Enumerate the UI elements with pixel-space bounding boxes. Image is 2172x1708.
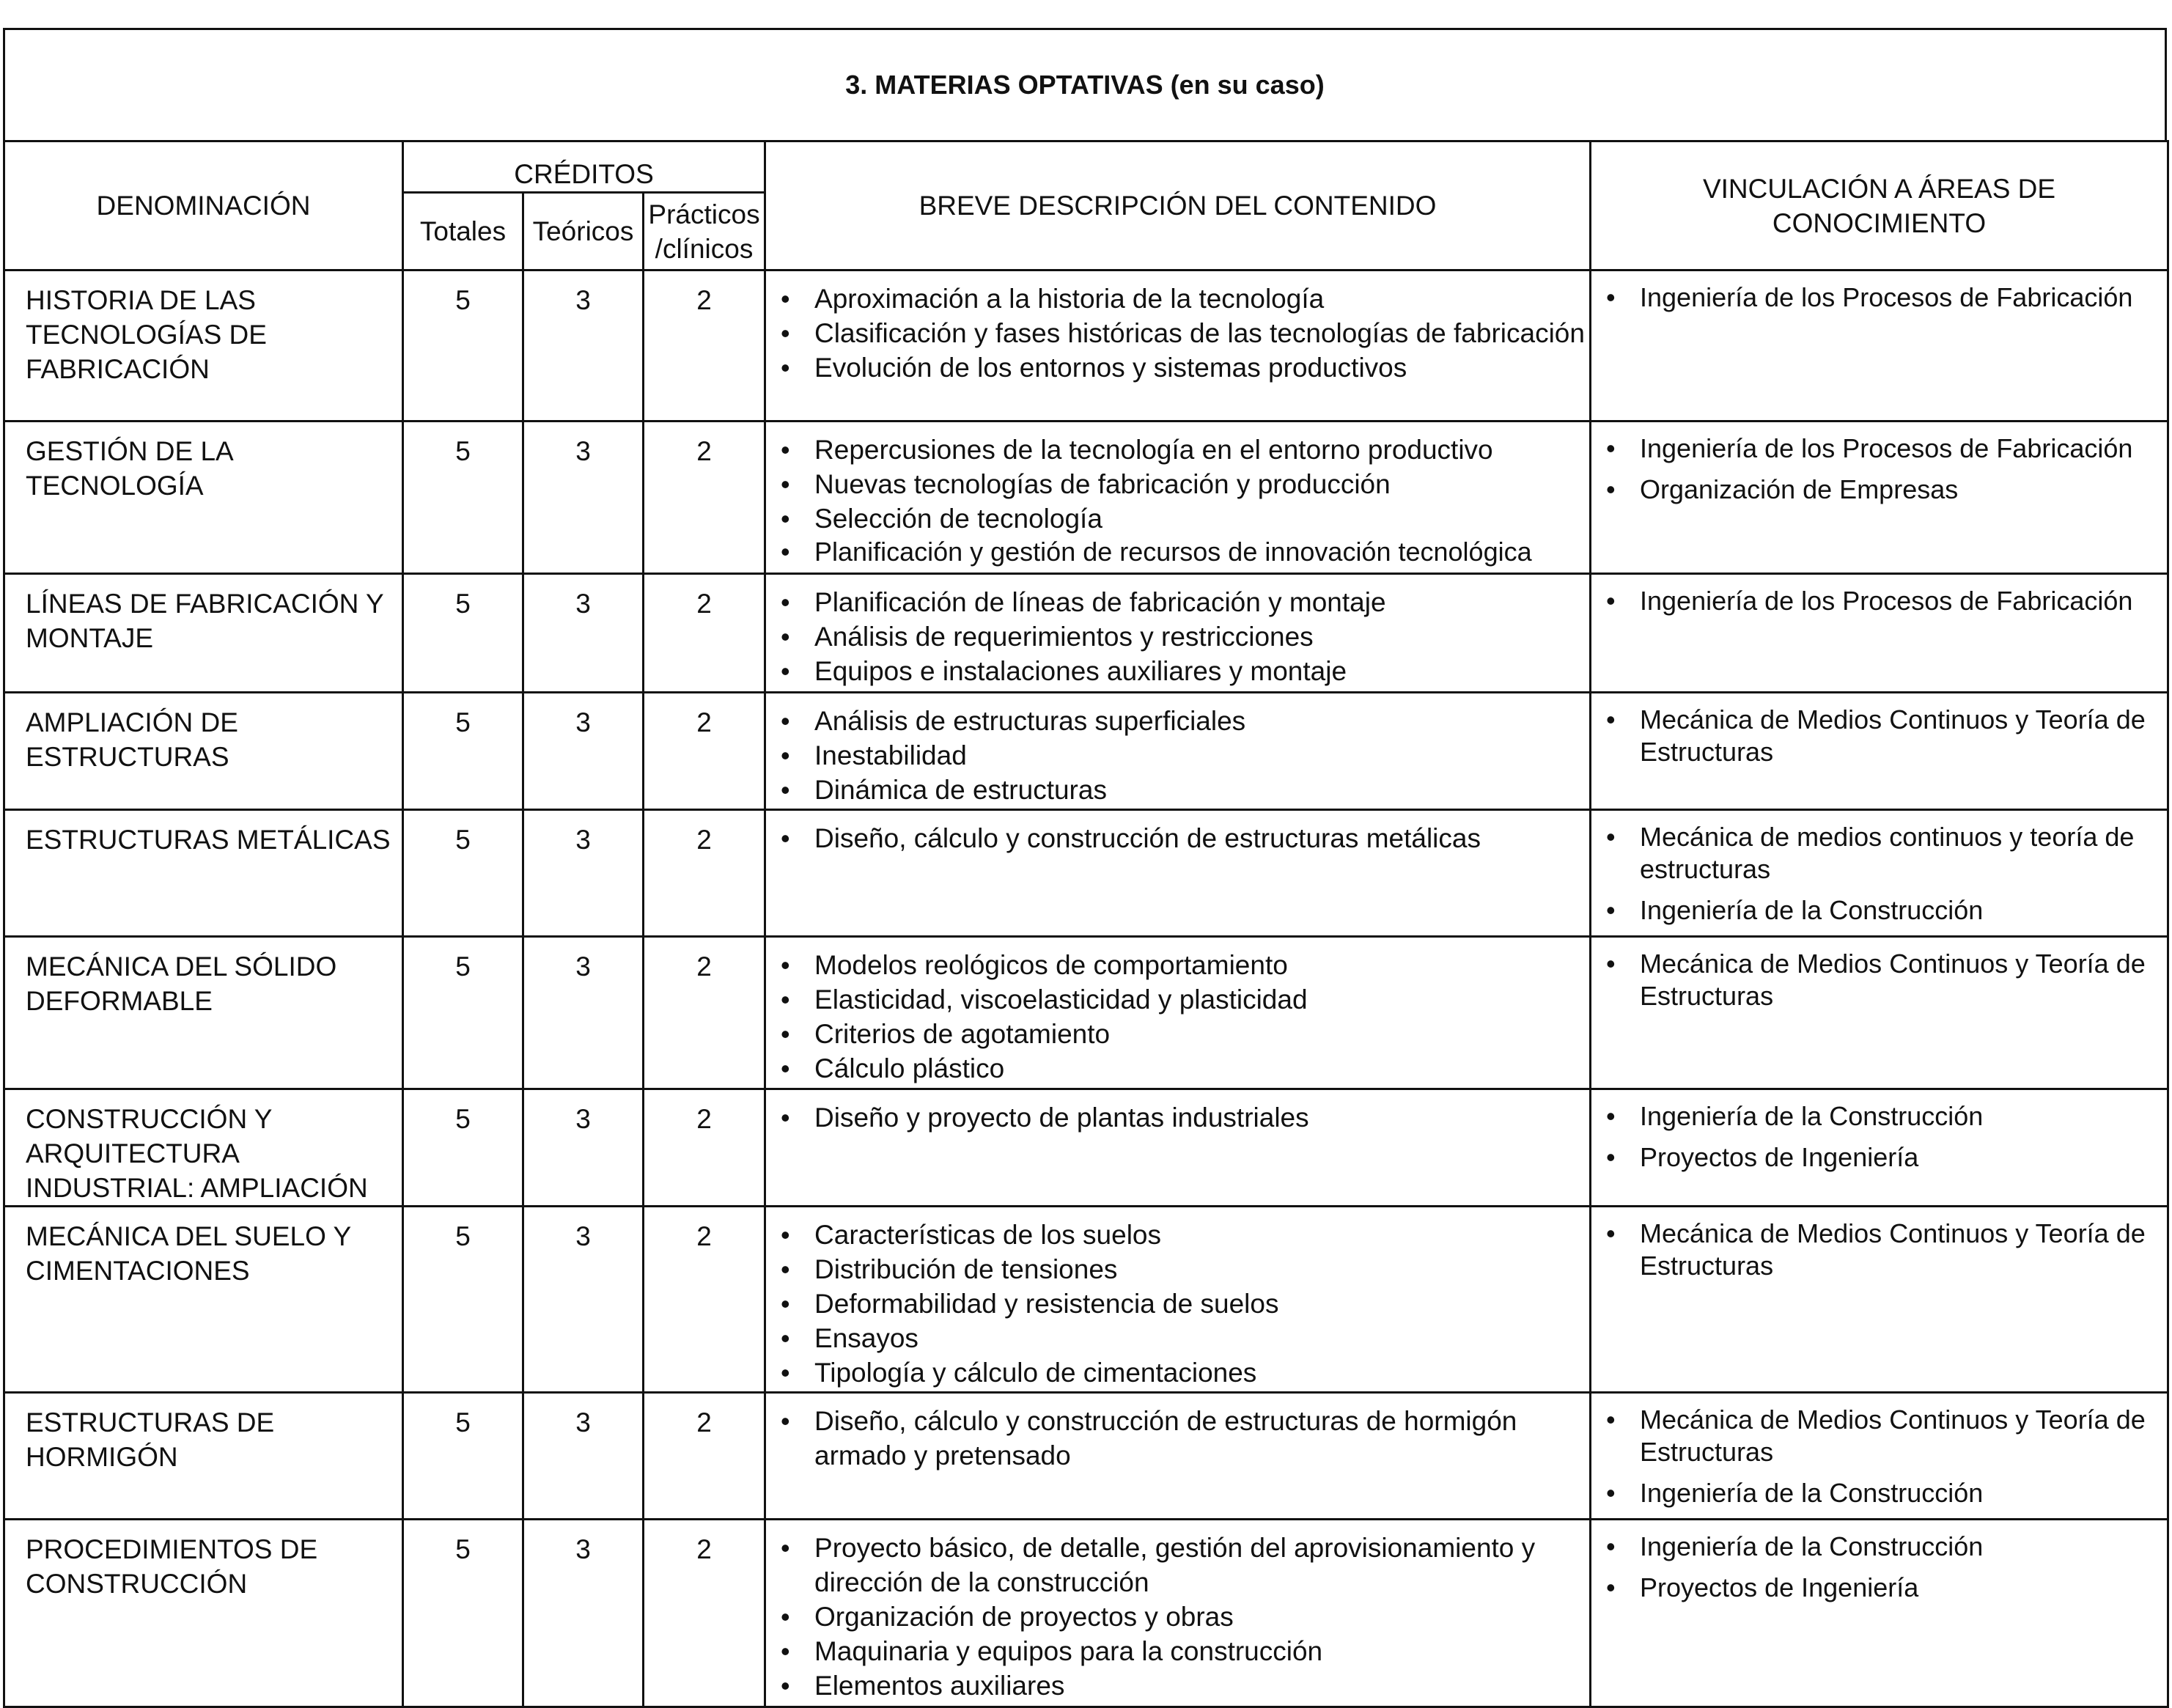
area-item: • Proyectos de Ingeniería xyxy=(1591,1141,2167,1174)
row-areas xyxy=(1591,270,2168,422)
row-name: HISTORIA DE LAS TECNOLOGÍAS DE FABRICACIÓN xyxy=(4,270,403,422)
row-areas xyxy=(1591,422,2168,574)
document-sheet xyxy=(3,28,2167,1708)
row-totales: 5 xyxy=(403,270,523,422)
area-item: • Mecánica de Medios Continuos y Teoría de Estructuras xyxy=(1591,1218,2167,1282)
row-areas xyxy=(1591,1393,2168,1520)
row-areas xyxy=(1591,1520,2168,1707)
contenido-item: • Evolución de los entornos y sistemas productivos xyxy=(766,350,1589,385)
optativas-table xyxy=(3,140,2169,1708)
table-row xyxy=(4,574,2168,693)
contenido-item: • Criterios de agotamiento xyxy=(766,1017,1589,1051)
contenido-item: • Análisis de requerimientos y restricciones xyxy=(766,619,1589,654)
contenido-item: • Distribución de tensiones xyxy=(766,1252,1589,1286)
row-areas xyxy=(1591,1207,2168,1393)
row-totales: 5 xyxy=(403,422,523,574)
row-practicos: 2 xyxy=(644,1207,765,1393)
row-areas xyxy=(1591,810,2168,937)
contenido-item: • Ensayos xyxy=(766,1321,1589,1355)
row-practicos: 2 xyxy=(644,1089,765,1207)
row-teoricos: 3 xyxy=(523,422,644,574)
row-name: CONSTRUCCIÓN Y ARQUITECTURA INDUSTRIAL: AMPLIACIÓN xyxy=(4,1089,403,1207)
area-item: • Proyectos de Ingeniería xyxy=(1591,1572,2167,1604)
area-item: • Mecánica de Medios Continuos y Teoría de Estructuras xyxy=(1591,948,2167,1012)
area-item: • Mecánica de Medios Continuos y Teoría de Estructuras xyxy=(1591,1404,2167,1468)
row-practicos: 2 xyxy=(644,574,765,693)
contenido-item: • Nuevas tecnologías de fabricación y producción xyxy=(766,467,1589,501)
area-item: • Mecánica de Medios Continuos y Teoría de Estructuras xyxy=(1591,704,2167,768)
area-item: • Ingeniería de la Construcción xyxy=(1591,1531,2167,1563)
row-contenido xyxy=(765,1520,1591,1707)
row-areas xyxy=(1591,693,2168,810)
contenido-item: • Proyecto básico, de detalle, gestión del aprovisionamiento y dirección de la construcción xyxy=(766,1531,1589,1600)
table-row xyxy=(4,693,2168,810)
table-row xyxy=(4,1520,2168,1707)
contenido-item: • Maquinaria y equipos para la construcción xyxy=(766,1634,1589,1668)
row-practicos: 2 xyxy=(644,693,765,810)
contenido-item: • Deformabilidad y resistencia de suelos xyxy=(766,1286,1589,1321)
row-totales: 5 xyxy=(403,810,523,937)
row-totales: 5 xyxy=(403,1520,523,1707)
contenido-item: • Planificación de líneas de fabricación y montaje xyxy=(766,585,1589,619)
row-practicos: 2 xyxy=(644,422,765,574)
contenido-item: • Análisis de estructuras superficiales xyxy=(766,704,1589,738)
row-name: LÍNEAS DE FABRICACIÓN Y MONTAJE xyxy=(4,574,403,693)
row-areas xyxy=(1591,1089,2168,1207)
table-row xyxy=(4,1089,2168,1207)
row-contenido xyxy=(765,693,1591,810)
table-row xyxy=(4,810,2168,937)
contenido-item: • Repercusiones de la tecnología en el entorno productivo xyxy=(766,432,1589,467)
contenido-item: • Elasticidad, viscoelasticidad y plasticidad xyxy=(766,982,1589,1017)
area-item: • Mecánica de medios continuos y teoría de estructuras xyxy=(1591,821,2167,886)
area-item: • Ingeniería de la Construcción xyxy=(1591,894,2167,927)
row-totales: 5 xyxy=(403,1089,523,1207)
table-row xyxy=(4,1393,2168,1520)
row-name: ESTRUCTURAS METÁLICAS xyxy=(4,810,403,937)
contenido-item: • Cálculo plástico xyxy=(766,1051,1589,1086)
row-contenido xyxy=(765,937,1591,1089)
table-header xyxy=(4,141,2168,270)
area-item: • Ingeniería de los Procesos de Fabricación xyxy=(1591,432,2167,465)
row-totales: 5 xyxy=(403,1393,523,1520)
contenido-item: • Clasificación y fases históricas de las tecnologías de fabricación xyxy=(766,316,1589,350)
contenido-item: • Modelos reológicos de comportamiento xyxy=(766,948,1589,982)
area-item: • Ingeniería de los Procesos de Fabricación xyxy=(1591,585,2167,617)
contenido-item: • Elementos auxiliares xyxy=(766,1668,1589,1703)
contenido-item: • Inestabilidad xyxy=(766,738,1589,773)
row-areas xyxy=(1591,937,2168,1089)
row-teoricos: 3 xyxy=(523,1207,644,1393)
row-contenido xyxy=(765,270,1591,422)
contenido-item: • Organización de proyectos y obras xyxy=(766,1600,1589,1634)
row-totales: 5 xyxy=(403,937,523,1089)
row-contenido xyxy=(765,1207,1591,1393)
row-practicos: 2 xyxy=(644,937,765,1089)
row-practicos: 2 xyxy=(644,810,765,937)
row-name: AMPLIACIÓN DE ESTRUCTURAS xyxy=(4,693,403,810)
table-row xyxy=(4,1207,2168,1393)
contenido-item: • Selección de tecnología xyxy=(766,501,1589,536)
table-row xyxy=(4,422,2168,574)
contenido-item: • Aproximación a la historia de la tecnología xyxy=(766,281,1589,316)
row-name: ESTRUCTURAS DE HORMIGÓN xyxy=(4,1393,403,1520)
contenido-item: • Dinámica de estructuras xyxy=(766,773,1589,807)
row-totales: 5 xyxy=(403,1207,523,1393)
row-contenido xyxy=(765,1089,1591,1207)
row-teoricos: 3 xyxy=(523,1393,644,1520)
table-row xyxy=(4,270,2168,422)
table-row xyxy=(4,937,2168,1089)
contenido-item: • Equipos e instalaciones auxiliares y montaje xyxy=(766,654,1589,688)
row-name: MECÁNICA DEL SÓLIDO DEFORMABLE xyxy=(4,937,403,1089)
row-name: PROCEDIMIENTOS DE CONSTRUCCIÓN xyxy=(4,1520,403,1707)
row-totales: 5 xyxy=(403,574,523,693)
contenido-item: • Diseño, cálculo y construcción de estructuras de hormigón armado y pretensado xyxy=(766,1404,1589,1473)
table-body xyxy=(4,270,2168,1707)
area-item: • Ingeniería de la Construcción xyxy=(1591,1100,2167,1133)
header-creditos: CRÉDITOS xyxy=(403,141,765,193)
row-teoricos: 3 xyxy=(523,270,644,422)
header-vinculacion: VINCULACIÓN A ÁREAS DE CONOCIMIENTO xyxy=(1591,141,2168,270)
row-practicos: 2 xyxy=(644,1520,765,1707)
row-teoricos: 3 xyxy=(523,693,644,810)
row-name: GESTIÓN DE LA TECNOLOGÍA xyxy=(4,422,403,574)
area-item: • Ingeniería de los Procesos de Fabricación xyxy=(1591,281,2167,314)
header-totales: Totales xyxy=(403,193,523,270)
header-practicos: Prácticos /clínicos xyxy=(644,193,765,270)
area-item: • Ingeniería de la Construcción xyxy=(1591,1477,2167,1509)
row-teoricos: 3 xyxy=(523,1089,644,1207)
header-denominacion: DENOMINACIÓN xyxy=(4,141,403,270)
row-contenido xyxy=(765,422,1591,574)
contenido-item: • Diseño y proyecto de plantas industriales xyxy=(766,1100,1589,1135)
row-name: MECÁNICA DEL SUELO Y CIMENTACIONES xyxy=(4,1207,403,1393)
area-item: • Organización de Empresas xyxy=(1591,474,2167,506)
row-teoricos: 3 xyxy=(523,937,644,1089)
row-contenido xyxy=(765,810,1591,937)
contenido-item: • Planificación y gestión de recursos de innovación tecnológica xyxy=(766,536,1589,568)
header-descripcion: BREVE DESCRIPCIÓN DEL CONTENIDO xyxy=(765,141,1591,270)
row-contenido xyxy=(765,574,1591,693)
row-teoricos: 3 xyxy=(523,810,644,937)
header-teoricos: Teóricos xyxy=(523,193,644,270)
row-practicos: 2 xyxy=(644,270,765,422)
row-teoricos: 3 xyxy=(523,1520,644,1707)
section-title: 3. MATERIAS OPTATIVAS (en su caso) xyxy=(3,28,2167,140)
row-practicos: 2 xyxy=(644,1393,765,1520)
contenido-item: • Características de los suelos xyxy=(766,1218,1589,1252)
row-contenido xyxy=(765,1393,1591,1520)
row-teoricos: 3 xyxy=(523,574,644,693)
row-totales: 5 xyxy=(403,693,523,810)
contenido-item: • Diseño, cálculo y construcción de estructuras metálicas xyxy=(766,821,1589,855)
row-areas xyxy=(1591,574,2168,693)
contenido-item: • Tipología y cálculo de cimentaciones xyxy=(766,1355,1589,1390)
